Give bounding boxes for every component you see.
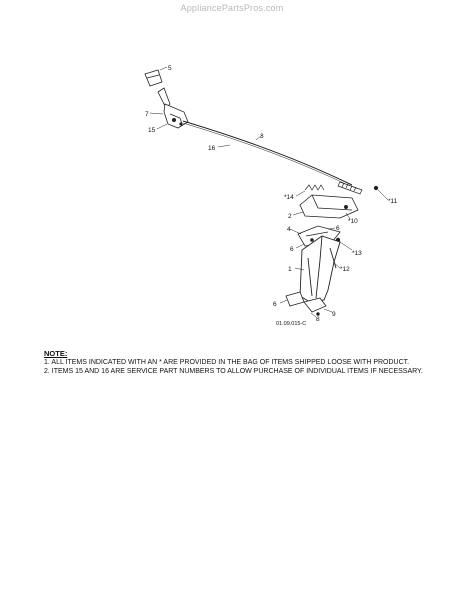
- control-lever-part: [158, 88, 188, 128]
- leader-2: [293, 212, 303, 215]
- spring-part: [305, 185, 324, 190]
- callout-8: 8: [316, 316, 320, 323]
- callout-15: 15: [148, 127, 156, 134]
- leader-14: [296, 191, 305, 196]
- callout-13: *13: [352, 250, 362, 257]
- leader-4: [290, 229, 301, 234]
- callout-9: 9: [332, 311, 336, 318]
- notes-section: [44, 349, 454, 376]
- notes-heading: NOTE:: [44, 349, 68, 358]
- callout-6-mid: 6: [290, 246, 294, 253]
- note-line-2: 2. ITEMS 15 AND 16 ARE SERVICE PART NUMBERS TO ALLOW PURCHASE OF INDIVIDUAL ITEMS IF NECESSARY.: [44, 368, 423, 375]
- leader-16: [218, 145, 230, 147]
- leader-6-low: [280, 300, 287, 303]
- shift-rod-part: [183, 121, 352, 187]
- leader-7: [150, 113, 163, 114]
- callout-3: 3: [260, 133, 264, 140]
- leader-13: [340, 242, 352, 250]
- callout-4: 4: [287, 226, 291, 233]
- leader-15: [157, 124, 167, 129]
- leader-5: [160, 67, 167, 70]
- callout-10: *10: [348, 218, 358, 225]
- note-line-1: 1. ALL ITEMS INDICATED WITH AN * ARE PROVIDED IN THE BAG OF ITEMS SHIPPED LOOSE WITH PRODUCT.: [44, 359, 410, 366]
- callout-16: 16: [208, 145, 216, 152]
- callout-5: 5: [168, 65, 172, 72]
- callout-1: 1: [288, 266, 292, 273]
- callout-12: *12: [340, 266, 350, 273]
- leader-6-top: [328, 228, 335, 229]
- leader-6-mid: [296, 244, 304, 248]
- callout-2: 2: [288, 213, 292, 220]
- callout-11: *11: [388, 198, 398, 205]
- watermark: AppliancePartsPros.com: [180, 3, 284, 13]
- leader-9: [324, 309, 332, 312]
- upper-bracket-part: [300, 195, 358, 218]
- callout-6-top: 6: [336, 225, 340, 232]
- threaded-rod-end-part: [338, 182, 378, 194]
- callout-7: 7: [145, 111, 149, 118]
- leader-11: [378, 190, 388, 200]
- knob-part: [145, 70, 162, 86]
- drawing-code: 01.09.015-C: [276, 321, 307, 327]
- leader-12: [333, 262, 340, 268]
- callout-14: *14: [284, 194, 294, 201]
- callout-6-low: 6: [273, 301, 277, 308]
